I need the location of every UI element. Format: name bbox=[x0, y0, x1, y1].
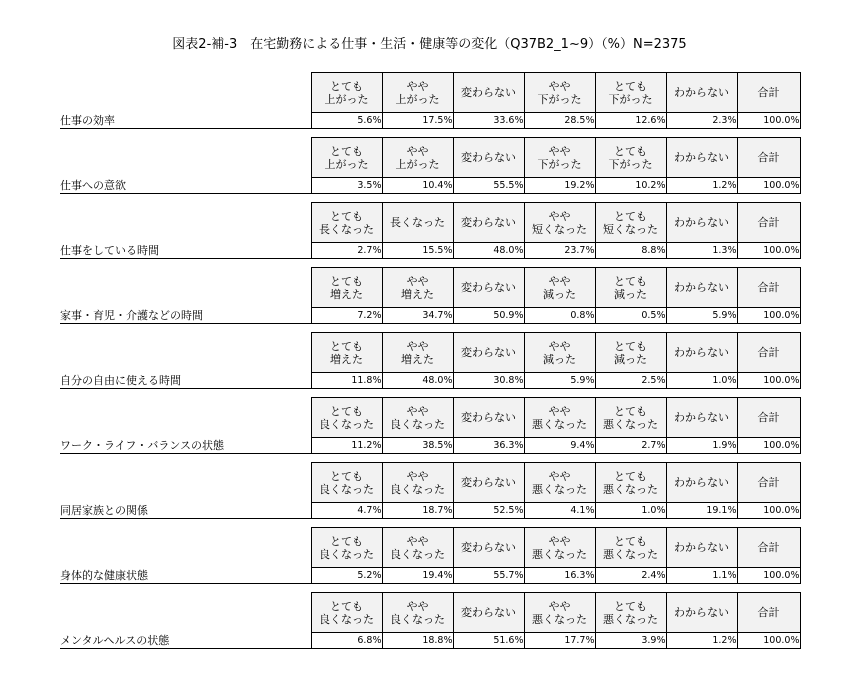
column-header: とても 良くなった bbox=[311, 593, 382, 633]
row-label: 同居家族との関係 bbox=[60, 503, 311, 519]
row-label: 仕事への意欲 bbox=[60, 178, 311, 194]
value-cell: 48.0% bbox=[453, 243, 524, 259]
value-cell: 30.8% bbox=[453, 373, 524, 389]
value-cell: 5.9% bbox=[666, 308, 737, 324]
spacer-cell bbox=[60, 519, 800, 528]
header-row bbox=[60, 73, 800, 113]
header-blank-cell bbox=[60, 593, 311, 633]
table-row bbox=[60, 178, 800, 194]
column-header: とても 長くなった bbox=[311, 203, 382, 243]
column-header: わからない bbox=[666, 593, 737, 633]
column-header: 変わらない bbox=[453, 333, 524, 373]
column-header: とても 短くなった bbox=[595, 203, 666, 243]
spacer-cell bbox=[60, 259, 800, 268]
column-header: やや 上がった bbox=[382, 73, 453, 113]
row-label: メンタルヘルスの状態 bbox=[60, 633, 311, 649]
table-row bbox=[60, 113, 800, 129]
table-row bbox=[60, 308, 800, 324]
value-cell: 38.5% bbox=[382, 438, 453, 454]
row-label: ワーク・ライフ・バランスの状態 bbox=[60, 438, 311, 454]
value-cell: 0.8% bbox=[524, 308, 595, 324]
column-header: とても 上がった bbox=[311, 73, 382, 113]
column-header: 変わらない bbox=[453, 593, 524, 633]
value-cell: 4.1% bbox=[524, 503, 595, 519]
column-header: わからない bbox=[666, 528, 737, 568]
spacer-row bbox=[60, 389, 800, 398]
row-label: 身体的な健康状態 bbox=[60, 568, 311, 584]
row-label: 仕事の効率 bbox=[60, 113, 311, 129]
header-row bbox=[60, 463, 800, 503]
spacer-row bbox=[60, 324, 800, 333]
column-header: やや 増えた bbox=[382, 333, 453, 373]
column-header: とても 悪くなった bbox=[595, 398, 666, 438]
value-cell: 8.8% bbox=[595, 243, 666, 259]
column-header: わからない bbox=[666, 333, 737, 373]
column-header: 変わらない bbox=[453, 398, 524, 438]
header-row bbox=[60, 268, 800, 308]
value-cell: 7.2% bbox=[311, 308, 382, 324]
column-header: やや 上がった bbox=[382, 138, 453, 178]
value-cell: 19.1% bbox=[666, 503, 737, 519]
column-header: わからない bbox=[666, 268, 737, 308]
header-row bbox=[60, 528, 800, 568]
column-header: 変わらない bbox=[453, 268, 524, 308]
table-row bbox=[60, 438, 800, 454]
value-cell: 1.9% bbox=[666, 438, 737, 454]
value-cell: 51.6% bbox=[453, 633, 524, 649]
column-header: やや 下がった bbox=[524, 73, 595, 113]
value-cell: 2.7% bbox=[311, 243, 382, 259]
value-cell: 19.4% bbox=[382, 568, 453, 584]
value-cell: 1.3% bbox=[666, 243, 737, 259]
column-header: とても 増えた bbox=[311, 268, 382, 308]
spacer-cell bbox=[60, 584, 800, 593]
column-header: わからない bbox=[666, 463, 737, 503]
column-header: やや 良くなった bbox=[382, 398, 453, 438]
header-blank-cell bbox=[60, 268, 311, 308]
column-header: わからない bbox=[666, 398, 737, 438]
column-header: 変わらない bbox=[453, 528, 524, 568]
value-cell: 100.0% bbox=[737, 113, 800, 129]
column-header: 変わらない bbox=[453, 138, 524, 178]
header-blank-cell bbox=[60, 398, 311, 438]
value-cell: 0.5% bbox=[595, 308, 666, 324]
header-row bbox=[60, 398, 800, 438]
column-header: やや 増えた bbox=[382, 268, 453, 308]
column-header: わからない bbox=[666, 73, 737, 113]
column-header: 合計 bbox=[737, 333, 800, 373]
value-cell: 100.0% bbox=[737, 308, 800, 324]
column-header: 変わらない bbox=[453, 463, 524, 503]
table-row bbox=[60, 633, 800, 649]
table-row bbox=[60, 568, 800, 584]
value-cell: 100.0% bbox=[737, 243, 800, 259]
value-cell: 2.3% bbox=[666, 113, 737, 129]
column-header: 合計 bbox=[737, 398, 800, 438]
column-header: とても 悪くなった bbox=[595, 528, 666, 568]
value-cell: 18.7% bbox=[382, 503, 453, 519]
column-header: やや 悪くなった bbox=[524, 593, 595, 633]
header-blank-cell bbox=[60, 73, 311, 113]
table-row bbox=[60, 373, 800, 389]
column-header: とても 良くなった bbox=[311, 398, 382, 438]
column-header: とても 減った bbox=[595, 268, 666, 308]
value-cell: 11.8% bbox=[311, 373, 382, 389]
value-cell: 1.2% bbox=[666, 178, 737, 194]
column-header: やや 悪くなった bbox=[524, 463, 595, 503]
value-cell: 15.5% bbox=[382, 243, 453, 259]
value-cell: 1.2% bbox=[666, 633, 737, 649]
page-title: 図表2-補-3 在宅勤務による仕事・生活・健康等の変化（Q37B2_1~9）（%）N=2375 bbox=[172, 37, 687, 52]
header-row bbox=[60, 333, 800, 373]
value-cell: 55.7% bbox=[453, 568, 524, 584]
header-blank-cell bbox=[60, 138, 311, 178]
header-blank-cell bbox=[60, 333, 311, 373]
value-cell: 100.0% bbox=[737, 373, 800, 389]
spacer-cell bbox=[60, 389, 800, 398]
value-cell: 2.7% bbox=[595, 438, 666, 454]
column-header: とても 良くなった bbox=[311, 528, 382, 568]
column-header: 合計 bbox=[737, 593, 800, 633]
column-header: 合計 bbox=[737, 268, 800, 308]
column-header: とても 増えた bbox=[311, 333, 382, 373]
column-header: とても 悪くなった bbox=[595, 463, 666, 503]
column-header: やや 悪くなった bbox=[524, 398, 595, 438]
spacer-row bbox=[60, 194, 800, 203]
value-cell: 1.0% bbox=[595, 503, 666, 519]
value-cell: 2.5% bbox=[595, 373, 666, 389]
row-label: 家事・育児・介護などの時間 bbox=[60, 308, 311, 324]
column-header: やや 短くなった bbox=[524, 203, 595, 243]
survey-table bbox=[60, 72, 801, 649]
value-cell: 11.2% bbox=[311, 438, 382, 454]
column-header: やや 悪くなった bbox=[524, 528, 595, 568]
value-cell: 100.0% bbox=[737, 568, 800, 584]
value-cell: 55.5% bbox=[453, 178, 524, 194]
value-cell: 19.2% bbox=[524, 178, 595, 194]
value-cell: 10.4% bbox=[382, 178, 453, 194]
spacer-row bbox=[60, 259, 800, 268]
column-header: 合計 bbox=[737, 203, 800, 243]
column-header: とても 上がった bbox=[311, 138, 382, 178]
column-header: 合計 bbox=[737, 73, 800, 113]
value-cell: 17.7% bbox=[524, 633, 595, 649]
column-header: とても 悪くなった bbox=[595, 593, 666, 633]
value-cell: 48.0% bbox=[382, 373, 453, 389]
spacer-cell bbox=[60, 129, 800, 138]
column-header: 合計 bbox=[737, 138, 800, 178]
value-cell: 16.3% bbox=[524, 568, 595, 584]
value-cell: 1.0% bbox=[666, 373, 737, 389]
value-cell: 33.6% bbox=[453, 113, 524, 129]
value-cell: 52.5% bbox=[453, 503, 524, 519]
row-label: 仕事をしている時間 bbox=[60, 243, 311, 259]
value-cell: 1.1% bbox=[666, 568, 737, 584]
value-cell: 9.4% bbox=[524, 438, 595, 454]
column-header: やや 良くなった bbox=[382, 593, 453, 633]
value-cell: 3.9% bbox=[595, 633, 666, 649]
value-cell: 5.9% bbox=[524, 373, 595, 389]
spacer-cell bbox=[60, 194, 800, 203]
spacer-row bbox=[60, 454, 800, 463]
spacer-row bbox=[60, 129, 800, 138]
value-cell: 100.0% bbox=[737, 633, 800, 649]
value-cell: 2.4% bbox=[595, 568, 666, 584]
value-cell: 6.8% bbox=[311, 633, 382, 649]
spacer-cell bbox=[60, 324, 800, 333]
spacer-row bbox=[60, 584, 800, 593]
header-blank-cell bbox=[60, 528, 311, 568]
column-header: とても 下がった bbox=[595, 138, 666, 178]
header-row bbox=[60, 203, 800, 243]
column-header: わからない bbox=[666, 203, 737, 243]
header-blank-cell bbox=[60, 463, 311, 503]
value-cell: 100.0% bbox=[737, 503, 800, 519]
column-header: 変わらない bbox=[453, 73, 524, 113]
value-cell: 23.7% bbox=[524, 243, 595, 259]
value-cell: 17.5% bbox=[382, 113, 453, 129]
value-cell: 34.7% bbox=[382, 308, 453, 324]
value-cell: 50.9% bbox=[453, 308, 524, 324]
value-cell: 5.2% bbox=[311, 568, 382, 584]
column-header: 合計 bbox=[737, 528, 800, 568]
column-header: 合計 bbox=[737, 463, 800, 503]
table-row bbox=[60, 243, 800, 259]
value-cell: 36.3% bbox=[453, 438, 524, 454]
column-header: わからない bbox=[666, 138, 737, 178]
column-header: やや 減った bbox=[524, 268, 595, 308]
spacer-row bbox=[60, 519, 800, 528]
column-header: とても 良くなった bbox=[311, 463, 382, 503]
column-header: やや 減った bbox=[524, 333, 595, 373]
column-header: とても 下がった bbox=[595, 73, 666, 113]
column-header: とても 減った bbox=[595, 333, 666, 373]
value-cell: 100.0% bbox=[737, 178, 800, 194]
spacer-cell bbox=[60, 454, 800, 463]
value-cell: 12.6% bbox=[595, 113, 666, 129]
value-cell: 18.8% bbox=[382, 633, 453, 649]
table-row bbox=[60, 503, 800, 519]
value-cell: 4.7% bbox=[311, 503, 382, 519]
value-cell: 28.5% bbox=[524, 113, 595, 129]
header-row bbox=[60, 593, 800, 633]
column-header: やや 下がった bbox=[524, 138, 595, 178]
column-header: やや 良くなった bbox=[382, 528, 453, 568]
value-cell: 5.6% bbox=[311, 113, 382, 129]
value-cell: 100.0% bbox=[737, 438, 800, 454]
value-cell: 3.5% bbox=[311, 178, 382, 194]
column-header: 長くなった bbox=[382, 203, 453, 243]
header-blank-cell bbox=[60, 203, 311, 243]
column-header: 変わらない bbox=[453, 203, 524, 243]
column-header: やや 良くなった bbox=[382, 463, 453, 503]
value-cell: 10.2% bbox=[595, 178, 666, 194]
row-label: 自分の自由に使える時間 bbox=[60, 373, 311, 389]
header-row bbox=[60, 138, 800, 178]
